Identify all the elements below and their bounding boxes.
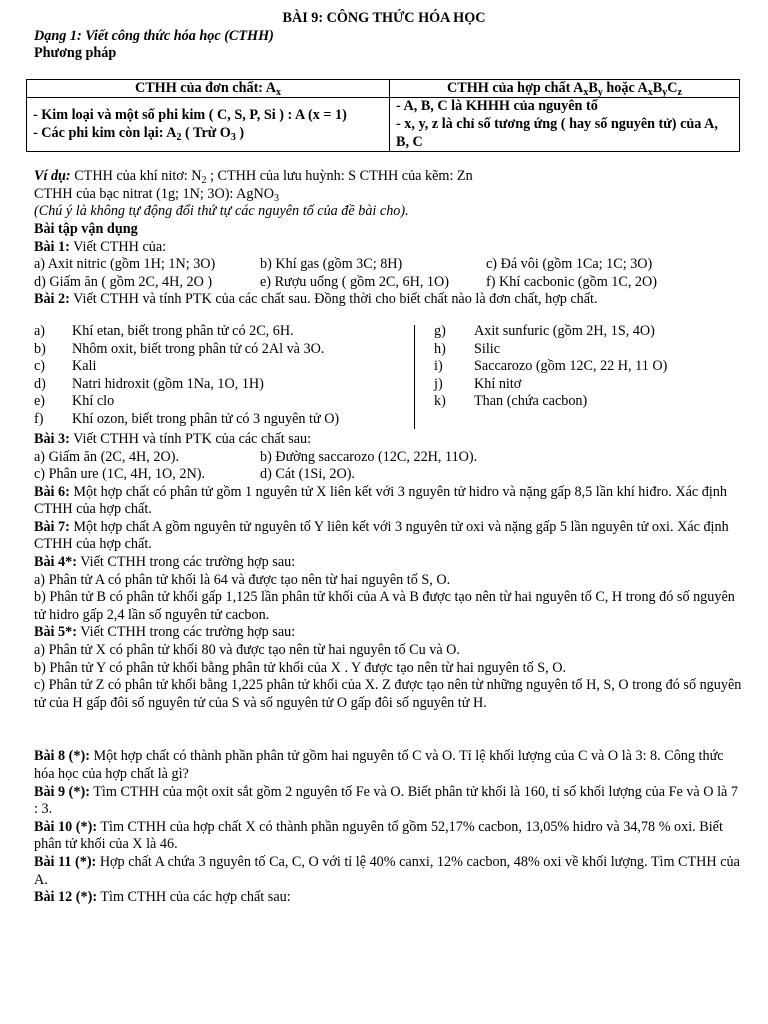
bai10-text: Bài 10 (*): Tìm CTHH của hợp chất X có thành phần nguyên tố gồm 52,17% cacbon, 13,05% hidro và 34,78 % oxi. Biết phân tử khối của X là 46. <box>34 818 723 853</box>
bai1-item-d: d) Giấm ăn ( gồm 2C, 4H, 2O ) <box>34 273 213 290</box>
bai1-row-1 <box>34 256 744 274</box>
list-item: k) Than (chứa cacbon) <box>434 393 588 410</box>
list-item: g) Axit sunfuric (gồm 2H, 1S, 4O) <box>434 322 655 339</box>
list-item: f) Khí ozon, biết trong phân tử có 3 nguyên tử O) <box>34 410 340 427</box>
list-item: j) Khí nitơ <box>434 375 522 392</box>
bai4-item-a: a) Phân tử A có phân tử khối là 64 và được tạo nên từ hai nguyên tố S, O. <box>34 571 451 588</box>
example-line-2: CTHH của bạc nitrat (1g; 1N; 3O): AgNO$_3$ <box>34 185 279 204</box>
practice-heading: Bài tập vận dụng <box>34 220 138 237</box>
form-heading: Dạng 1: Viết công thức hóa học (CTHH) <box>34 27 274 44</box>
worksheet-page <box>34 10 744 907</box>
bai2-heading: Bài 2: Viết CTHH và tính PTK của các chất sau. Đồng thời cho biết chất nào là đơn chất, hợp chất. <box>34 291 598 308</box>
compound-rule-indices: - x, y, z là chỉ số tương ứng ( hay số nguyên tử) của A, B, C <box>396 115 718 150</box>
bai1-row-2 <box>34 274 744 292</box>
bai1-item-b: b) Khí gas (gồm 3C; 8H) <box>260 256 403 273</box>
element-rule-metal: - Kim loại và một số phi kim ( C, S, P, Si ) : A (x = 1) <box>33 107 347 124</box>
page-title: BÀI 9: CÔNG THỨC HÓA HỌC <box>282 10 486 26</box>
method-heading: Phương pháp <box>34 45 117 62</box>
list-item: h) Silic <box>434 340 501 357</box>
list-item: d) Natri hidroxit (gồm 1Na, 1O, 1H) <box>34 375 264 392</box>
table-header-compound: CTHH của hợp chất $A_xB_y$ hoặc $A_xB_yC_z$ <box>390 79 740 98</box>
bai8-text: Bài 8 (*): Một hợp chất có thành phần phân tử gồm hai nguyên tố C và O. Tỉ lệ khối lượng của C và O là 3: 8. Công thức hóa học của hợp chất là gì? <box>34 748 724 782</box>
table-cell-element-rules <box>27 98 390 152</box>
table-header-element: CTHH của đơn chất: $A_x$ <box>27 79 390 98</box>
bai3-heading: Bài 3: Viết CTHH và tính PTK của các chất sau: <box>34 430 312 447</box>
bai3-item-d: d) Cát (1Si, 2O). <box>260 466 355 483</box>
bai12-text: Bài 12 (*): Tìm CTHH của các hợp chất sau: <box>34 889 291 906</box>
bai2-right-column <box>434 323 734 411</box>
element-rule-nonmetal: - Các phi kim còn lại: $A_2$ ( Trừ $O_3$ ) <box>33 124 245 143</box>
bai3-row-2 <box>34 466 744 484</box>
formula-rule-table <box>26 79 740 152</box>
bai7-text: Bài 7: Một hợp chất A gồm nguyên tử nguyên tố Y liên kết với 3 nguyên tử oxi và nặng gấp 5 lần nguyên tử oxi. Xác định CTHH của hợp chất. <box>34 518 729 553</box>
list-item: i) Saccarozo (gồm 12C, 22 H, 11 O) <box>434 358 668 375</box>
bai1-item-f: f) Khí cacbonic (gồm 1C, 2O) <box>486 273 657 290</box>
bai3-item-c: c) Phân ure (1C, 4H, 1O, 2N). <box>34 466 206 483</box>
bai2-items <box>34 323 744 431</box>
bai4-item-b: b) Phân tử B có phân tử khối gấp 1,125 lần phân tử khối của A và B được tạo nên từ hai nguyên tố C, H trong đó số nguyên tử hidro gấp 2,4 lần số nguyên tử cacbon. <box>34 589 735 623</box>
column-divider <box>414 325 415 429</box>
bai11-text: Bài 11 (*): Hợp chất A chứa 3 nguyên tố Ca, C, O với tỉ lệ 40% canxi, 12% cacbon, 48% oxi về khối lượng. Tìm CTHH của A. <box>34 853 740 888</box>
bai3-row-1 <box>34 449 744 467</box>
bai3-item-a: a) Giấm ăn (2C, 4H, 2O). <box>34 448 179 465</box>
bai5-heading: Bài 5*: Viết CTHH trong các trường hợp sau: <box>34 624 296 641</box>
table-cell-compound-rules <box>390 98 740 152</box>
bai9-text: Bài 9 (*): Tìm CTHH của một oxit sắt gồm 2 nguyên tố Fe và O. Biết phân tử khối là 160, tỉ số khối lượng của Fe và O là 7 : 3. <box>34 783 738 818</box>
bai5-item-b: b) Phân tử Y có phân tử khối bằng phân tử khối của X . Y được tạo nên từ hai nguyên tố S, O. <box>34 659 567 676</box>
list-item: e) Khí clo <box>34 393 115 410</box>
bai1-item-c: c) Đá vôi (gồm 1Ca; 1C; 3O) <box>486 256 653 273</box>
list-item: c) Kali <box>34 358 97 375</box>
example-note: (Chú ý là không tự động đổi thứ tự các nguyên tố của đề bài cho). <box>34 203 409 220</box>
bai2-left-column <box>34 323 414 429</box>
list-item: a) Khí etan, biết trong phân tử có 2C, 6H. <box>34 322 294 339</box>
compound-rule-symbols: - A, B, C là KHHH của nguyên tố <box>396 98 598 115</box>
bai5-item-c: c) Phân tử Z có phân tử khối bằng 1,225 phân tử khối của X. Z được tạo nên từ những nguyên tố H, S, O trong đó số nguyên tử của H gấp đôi số nguyên tử của S và số nguyên tử O gấp đôi số nguyên tử H. <box>34 677 742 711</box>
example-line-1: Ví dụ: CTHH của khí nitơ: $N_2$ ; CTHH của lưu huỳnh: S CTHH của kẽm: Zn <box>34 168 473 187</box>
list-item: b) Nhôm oxit, biết trong phân tử có 2Al và 3O. <box>34 340 325 357</box>
bai1-heading: Bài 1: Viết CTHH của: <box>34 238 167 255</box>
bai3-item-b: b) Đường saccarozo (12C, 22H, 11O). <box>260 448 478 465</box>
bai6-text: Bài 6: Một hợp chất có phân tử gồm 1 nguyên tử X liên kết với 3 nguyên tử hidro và nặng gấp 8,5 lần khí hiđro. Xác định CTHH của hợp chất. <box>34 483 727 518</box>
bai1-item-e: e) Rượu uống ( gồm 2C, 6H, 1O) <box>260 273 449 290</box>
bai4-heading: Bài 4*: Viết CTHH trong các trường hợp sau: <box>34 554 296 571</box>
bai1-item-a: a) Axit nitric (gồm 1H; 1N; 3O) <box>34 256 216 273</box>
bai5-item-a: a) Phân tử X có phân tử khối 80 và được tạo nên từ hai nguyên tố Cu và O. <box>34 642 460 659</box>
